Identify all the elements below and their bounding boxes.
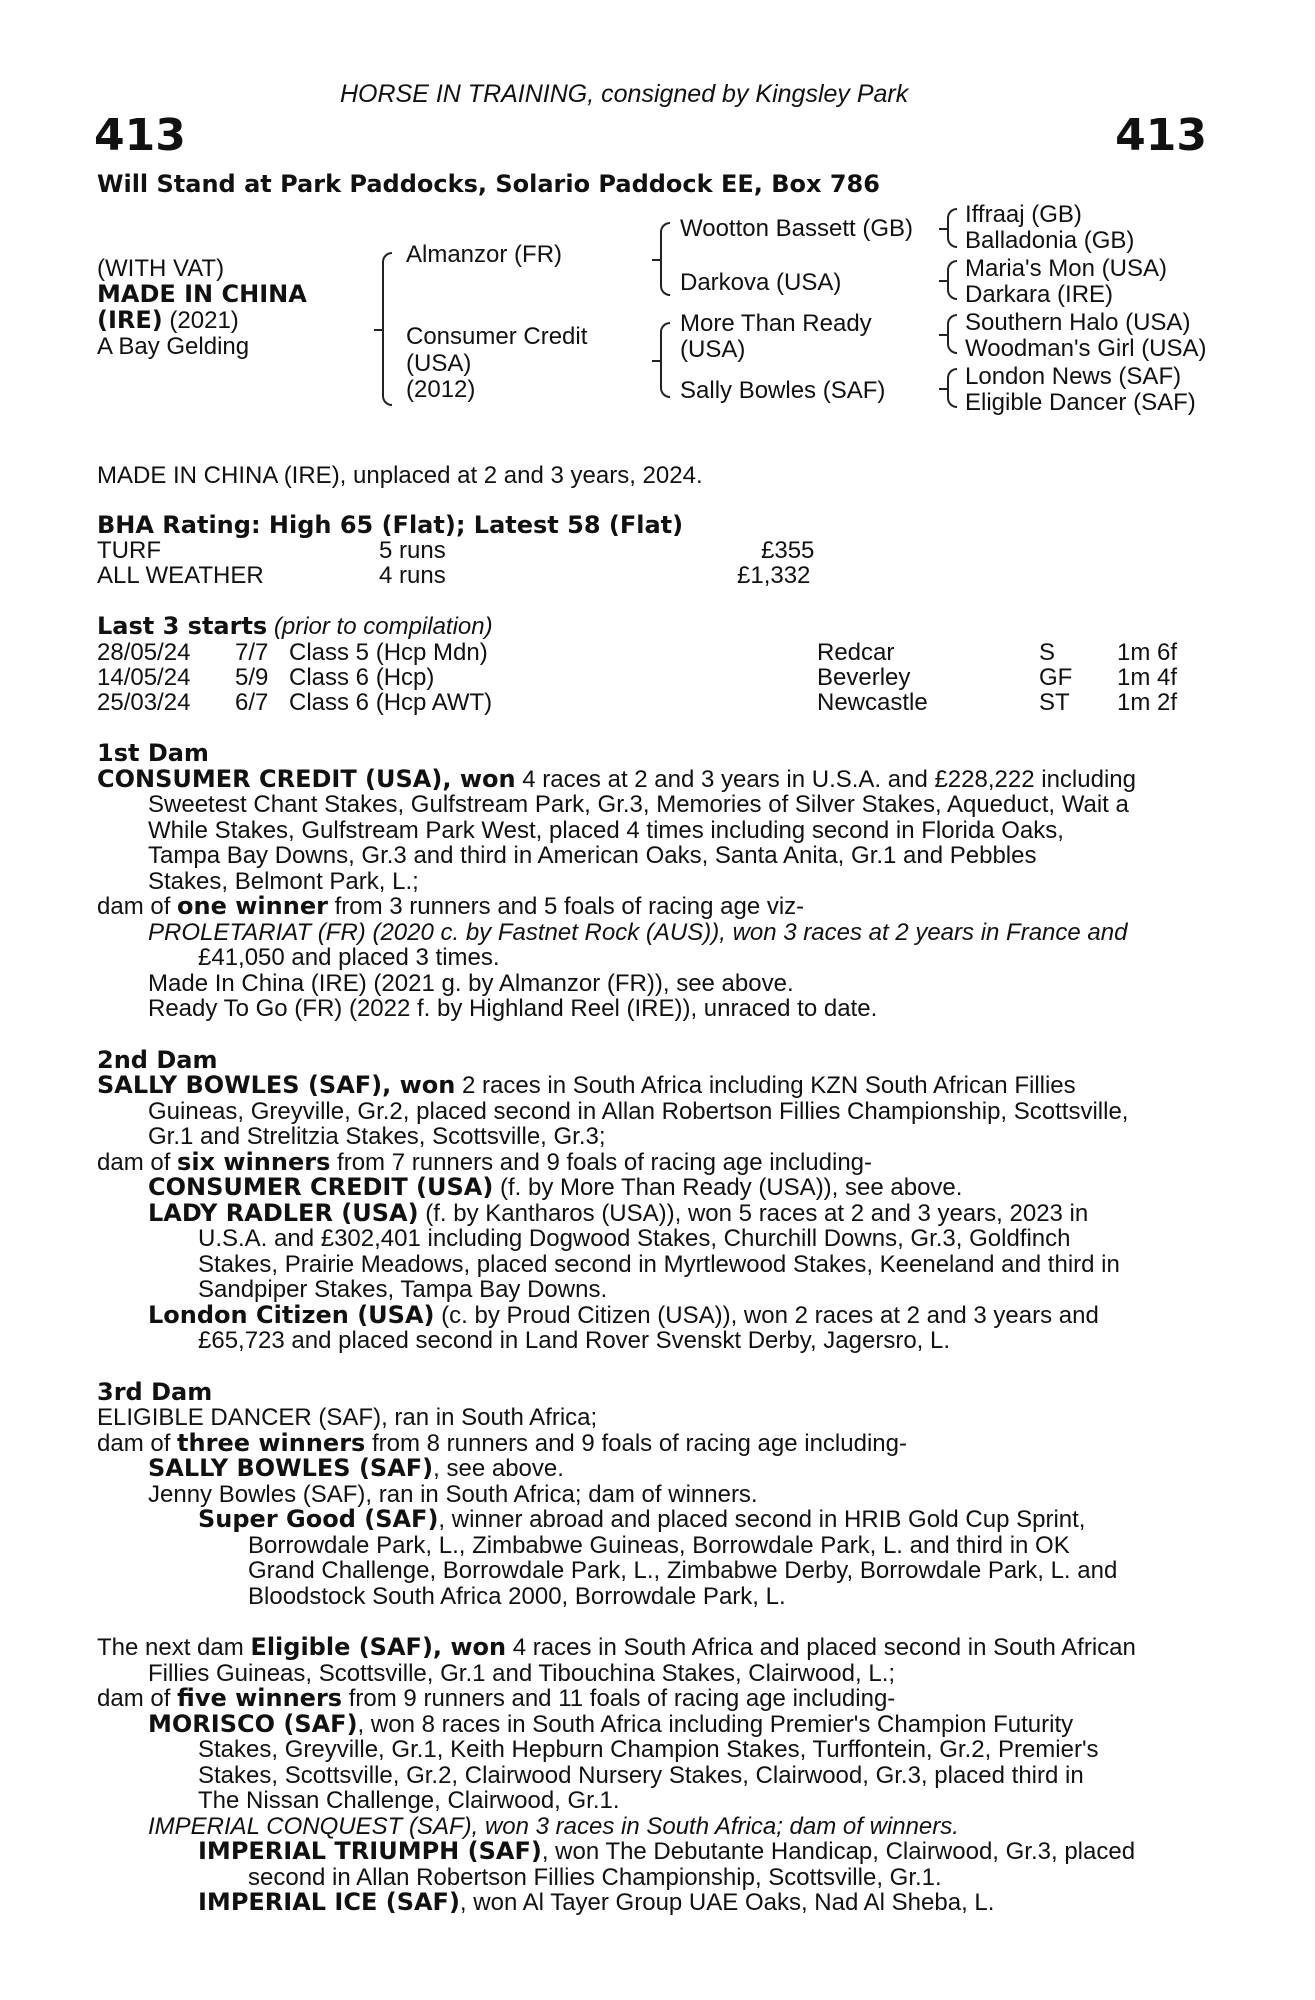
text: , won The Debutante Handicap, Clairwood, Gr.3, placed xyxy=(541,1838,1136,1865)
start-course: Beverley xyxy=(817,664,911,691)
produce-entry-cont: Grand Challenge, Borrowdale Park, L., Zimbabwe Derby, Borrowdale Park, L. and xyxy=(248,1557,1118,1584)
first-dam-produce-line xyxy=(97,894,804,920)
first-dam-line xyxy=(97,767,1136,793)
horse-country: (IRE) xyxy=(97,306,163,334)
stand-location: Will Stand at Park Paddocks, Solario Paddock EE, Box 786 xyxy=(97,170,880,198)
text: , won Al Tayer Group UAE Oaks, Nad Al Sheba, L. xyxy=(459,1889,995,1916)
rating-row-surface: TURF xyxy=(97,537,161,564)
produce-entry-cont: Borrowdale Park, L., Zimbabwe Guineas, Borrowdale Park, L. and third in OK xyxy=(248,1532,1070,1559)
produce-entry-cont: Sandpiper Stakes, Tampa Bay Downs. xyxy=(198,1276,608,1303)
produce-entry xyxy=(198,1890,994,1916)
pedigree-sire-dam: Darkova (USA) xyxy=(680,269,842,296)
produce-entry-cont: Bloodstock South Africa 2000, Borrowdale Park, L. xyxy=(248,1583,786,1610)
pedigree-dam-line1: Consumer Credit xyxy=(406,323,588,350)
text: 4 races in South Africa and placed second in South African xyxy=(506,1634,1136,1661)
rating-row-prize: £1,332 xyxy=(737,562,811,589)
text: The next dam xyxy=(97,1634,251,1661)
second-dam-heading: 2nd Dam xyxy=(97,1046,218,1074)
pedigree-gen3-2: Balladonia (GB) xyxy=(965,227,1135,254)
race-summary: MADE IN CHINA (IRE), unplaced at 2 and 3 years, 2024. xyxy=(97,462,703,489)
start-course: Redcar xyxy=(817,639,895,666)
start-position: 6/7 xyxy=(235,689,269,716)
rating-row-runs: 4 runs xyxy=(379,562,446,589)
first-dam-text: 4 races at 2 and 3 years in U.S.A. and £228,222 including xyxy=(515,766,1136,793)
horse-year: (2021) xyxy=(162,307,239,334)
produce-name: Super Good (SAF) xyxy=(198,1505,439,1533)
last-starts-heading xyxy=(97,614,493,640)
produce-entry-cont: The Nissan Challenge, Clairwood, Gr.1. xyxy=(198,1787,620,1814)
pedigree-dam-dam: Sally Bowles (SAF) xyxy=(680,377,886,404)
third-dam-produce-line xyxy=(97,1431,907,1457)
first-dam-heading: 1st Dam xyxy=(97,739,209,767)
second-dam-line: Guineas, Greyville, Gr.2, placed second in Allan Robertson Fillies Championship, Scottsville, xyxy=(148,1098,1129,1125)
pedigree-brace-sire-side xyxy=(660,222,670,296)
text: dam of xyxy=(97,1149,178,1176)
text: (f. by More Than Ready (USA)), see above. xyxy=(493,1174,963,1201)
start-class: Class 6 (Hcp) xyxy=(289,664,435,691)
start-going: GF xyxy=(1039,664,1073,691)
produce-entry xyxy=(148,1201,1088,1227)
start-class: Class 5 (Hcp Mdn) xyxy=(289,639,488,666)
horse-description: A Bay Gelding xyxy=(97,333,250,360)
horse-name: MADE IN CHINA xyxy=(97,280,307,308)
produce-entry-cont: U.S.A. and £302,401 including Dogwood Stakes, Churchill Downs, Gr.3, Goldfinch xyxy=(198,1225,1071,1252)
winner-count: six winners xyxy=(177,1148,331,1176)
text: (c. by Proud Citizen (USA)), won 2 races at 2 and 3 years and xyxy=(434,1302,1099,1329)
produce-name: CONSUMER CREDIT (USA) xyxy=(148,1173,494,1201)
vat-note: (WITH VAT) xyxy=(97,255,225,282)
bha-rating-heading: BHA Rating: High 65 (Flat); Latest 58 (Flat) xyxy=(97,511,684,539)
next-dam-name: Eligible (SAF), won xyxy=(250,1633,507,1661)
start-distance: 1m 4f xyxy=(1117,664,1178,691)
produce-entry: PROLETARIAT (FR) (2020 c. by Fastnet Rock (AUS)), won 3 races at 2 years in France and xyxy=(148,919,1128,946)
start-date: 28/05/24 xyxy=(97,639,191,666)
pedigree-dam-sire-line1: More Than Ready xyxy=(680,310,872,337)
produce-name: IMPERIAL ICE (SAF) xyxy=(198,1888,460,1916)
produce-entry: Made In China (IRE) (2021 g. by Almanzor (FR)), see above. xyxy=(148,970,794,997)
produce-entry-cont: Stakes, Greyville, Gr.1, Keith Hepburn Champion Stakes, Turffontein, Gr.2, Premier's xyxy=(198,1736,1099,1763)
pedigree-dam-line2: (USA) xyxy=(406,350,472,377)
produce-entry-cont: £65,723 and placed second in Land Rover Svenskt Derby, Jagersro, L. xyxy=(198,1327,951,1354)
pedigree-brace-3 xyxy=(947,314,957,354)
rating-row-runs: 5 runs xyxy=(379,537,446,564)
produce-entry xyxy=(148,1175,962,1201)
pedigree-brace-2 xyxy=(947,260,957,300)
text: , see above. xyxy=(433,1455,564,1482)
text: , winner abroad and placed second in HRIB Gold Cup Sprint, xyxy=(438,1506,1086,1533)
text: from 3 runners and 5 foals of racing age viz- xyxy=(327,893,805,920)
pedigree-sire: Almanzor (FR) xyxy=(406,241,563,268)
next-dam-line: Fillies Guineas, Scottsville, Gr.1 and Tibouchina Stakes, Clairwood, L.; xyxy=(148,1660,896,1687)
pedigree-gen3-1: Iffraaj (GB) xyxy=(965,201,1082,228)
text: , won 8 races in South Africa including Premier's Champion Futurity xyxy=(357,1711,1074,1738)
produce-entry xyxy=(148,1303,1099,1329)
produce-entry-cont: Stakes, Scottsville, Gr.2, Clairwood Nursery Stakes, Clairwood, Gr.3, placed third in xyxy=(198,1762,1084,1789)
last-starts-title: Last 3 starts xyxy=(97,612,268,640)
pedigree-brace-1 xyxy=(947,208,957,248)
start-distance: 1m 6f xyxy=(1117,639,1178,666)
start-course: Newcastle xyxy=(817,689,928,716)
produce-entry-cont: Stakes, Prairie Meadows, placed second in Myrtlewood Stakes, Keeneland and third in xyxy=(198,1251,1120,1278)
pedigree-dam-sire-line2: (USA) xyxy=(680,336,746,363)
start-going: S xyxy=(1039,639,1056,666)
produce-entry-cont: second in Allan Robertson Fillies Championship, Scottsville, Gr.1. xyxy=(248,1864,942,1891)
start-date: 25/03/24 xyxy=(97,689,191,716)
produce-name: MORISCO (SAF) xyxy=(148,1710,358,1738)
pedigree-sire-sire: Wootton Bassett (GB) xyxy=(680,215,913,242)
produce-entry: Ready To Go (FR) (2022 f. by Highland Reel (IRE)), unraced to date. xyxy=(148,995,878,1022)
page-header-title: HORSE IN TRAINING, consigned by Kingsley Park xyxy=(340,80,909,108)
start-position: 5/9 xyxy=(235,664,269,691)
produce-name: SALLY BOWLES (SAF) xyxy=(148,1454,434,1482)
lot-number-left: 413 xyxy=(94,110,186,161)
pedigree-gen3-7: London News (SAF) xyxy=(965,363,1182,390)
text: 2 races in South Africa including KZN South African Fillies xyxy=(455,1072,1076,1099)
pedigree-gen3-3: Maria's Mon (USA) xyxy=(965,255,1167,282)
winner-count: five winners xyxy=(177,1684,343,1712)
pedigree-gen3-6: Woodman's Girl (USA) xyxy=(965,335,1207,362)
pedigree-brace-dam-side xyxy=(660,322,670,398)
start-going: ST xyxy=(1039,689,1070,716)
pedigree-dam-line3: (2012) xyxy=(406,376,476,403)
produce-entry xyxy=(148,1712,1073,1738)
second-dam-name: SALLY BOWLES (SAF), won xyxy=(97,1071,456,1099)
next-dam-produce-line xyxy=(97,1686,895,1712)
start-position: 7/7 xyxy=(235,639,269,666)
text: dam of xyxy=(97,1430,178,1457)
second-dam-line: Gr.1 and Strelitzia Stakes, Scottsville, Gr.3; xyxy=(148,1123,606,1150)
third-dam-line: ELIGIBLE DANCER (SAF), ran in South Africa; xyxy=(97,1404,598,1431)
third-dam-heading: 3rd Dam xyxy=(97,1378,213,1406)
second-dam-produce-line xyxy=(97,1150,872,1176)
pedigree-brace-4 xyxy=(947,368,957,408)
first-dam-name: CONSUMER CREDIT (USA), won xyxy=(97,765,516,793)
pedigree-gen3-5: Southern Halo (USA) xyxy=(965,309,1191,336)
winner-count: one winner xyxy=(177,892,328,920)
text: from 7 runners and 9 foals of racing age including- xyxy=(330,1149,873,1176)
next-dam-line xyxy=(97,1635,1136,1661)
produce-entry: IMPERIAL CONQUEST (SAF), won 3 races in South Africa; dam of winners. xyxy=(148,1813,959,1840)
produce-entry-cont: £41,050 and placed 3 times. xyxy=(198,944,500,971)
produce-name: IMPERIAL TRIUMPH (SAF) xyxy=(198,1837,542,1865)
start-date: 14/05/24 xyxy=(97,664,191,691)
rating-row-surface: ALL WEATHER xyxy=(97,562,264,589)
first-dam-line: Tampa Bay Downs, Gr.3 and third in American Oaks, Santa Anita, Gr.1 and Pebbles xyxy=(148,842,1037,869)
start-distance: 1m 2f xyxy=(1117,689,1178,716)
produce-entry: Jenny Bowles (SAF), ran in South Africa; dam of winners. xyxy=(148,1481,758,1508)
start-class: Class 6 (Hcp AWT) xyxy=(289,689,493,716)
text: (f. by Kantharos (USA)), won 5 races at 2 and 3 years, 2023 in xyxy=(418,1200,1089,1227)
pedigree-gen3-4: Darkara (IRE) xyxy=(965,281,1114,308)
produce-name: LADY RADLER (USA) xyxy=(148,1199,419,1227)
second-dam-line xyxy=(97,1073,1076,1099)
pedigree-brace-sire-dam xyxy=(382,252,392,406)
text: dam of xyxy=(97,1685,178,1712)
first-dam-line: Sweetest Chant Stakes, Gulfstream Park, Gr.3, Memories of Silver Stakes, Aqueduct, Wait a xyxy=(148,791,1129,818)
text: from 8 runners and 9 foals of racing age including- xyxy=(365,1430,907,1457)
text: dam of xyxy=(97,893,178,920)
pedigree-gen3-8: Eligible Dancer (SAF) xyxy=(965,389,1196,416)
rating-row-prize: £355 xyxy=(761,537,815,564)
first-dam-line: While Stakes, Gulfstream Park West, placed 4 times including second in Florida Oaks, xyxy=(148,817,1064,844)
last-starts-note: (prior to compilation) xyxy=(267,613,493,640)
lot-number-right: 413 xyxy=(1115,110,1207,161)
produce-entry xyxy=(148,1456,564,1482)
text: from 9 runners and 11 foals of racing age including- xyxy=(342,1685,896,1712)
first-dam-line: Stakes, Belmont Park, L.; xyxy=(148,868,419,895)
produce-entry xyxy=(198,1839,1135,1865)
horse-name-suffix-line xyxy=(97,308,239,334)
winner-count: three winners xyxy=(177,1429,366,1457)
produce-name: London Citizen (USA) xyxy=(148,1301,435,1329)
produce-entry xyxy=(198,1507,1085,1533)
